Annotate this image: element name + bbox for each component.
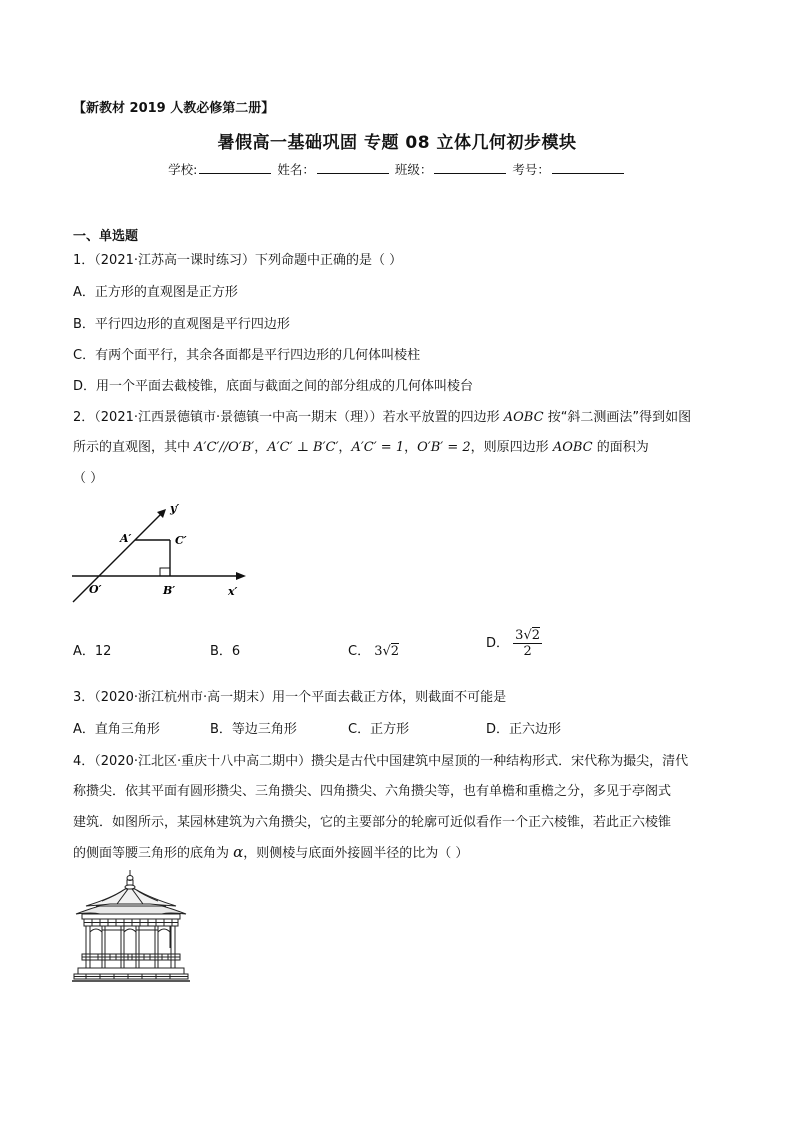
q2-text: 的面积为: [592, 440, 649, 455]
q2-option-d: [486, 628, 542, 659]
q4-math: α: [233, 843, 244, 861]
q2-text: 按“斜二测画法”得到如图: [543, 410, 692, 425]
label-y: y′: [170, 502, 180, 515]
series-tag: 【新教材 2019 人教必修第二册】: [73, 101, 275, 116]
q4-stem-line2: 称攒尖．依其平面有圆形攒尖、三角攒尖、四角攒尖、六角攒尖等，也有单檐和重檐之分，多见于亭阁式: [73, 784, 672, 799]
label-b: B′: [163, 584, 176, 597]
q2-option-c-label: C．: [348, 644, 371, 659]
q2-text: ，: [404, 440, 418, 455]
student-info-row: [0, 160, 794, 178]
exam-number-label: 考号：: [512, 162, 550, 177]
q4-stem-line3: 建筑．如图所示，某园林建筑为六角攒尖，它的主要部分的轮廓可近似看作一个正六棱锥，若此正六棱锥: [73, 815, 672, 830]
q3-stem: 3．（2020·浙江杭州市·高一期末）用一个平面去截正方体，则截面不可能是: [73, 690, 507, 705]
q2-math: A′C′//O′B′: [194, 440, 255, 455]
q1-option-a: A．正方形的直观图是正方形: [73, 285, 238, 300]
q3-option-a: A．直角三角形: [73, 722, 160, 737]
q4-text: ，则侧棱与底面外接圆半径的比为（ ）: [243, 846, 469, 861]
y-axis-line: [73, 514, 161, 602]
label-o: O′: [89, 583, 102, 596]
q1-option-b: B．平行四边形的直观图是平行四边形: [73, 317, 290, 332]
denominator: 2: [523, 644, 532, 659]
section-heading: 一、单选题: [73, 229, 139, 244]
q2-math: A′C′ = 1: [351, 440, 405, 455]
q1-option-c: C．有两个面平行，其余各面都是平行四边形的几何体叫棱柱: [73, 348, 421, 363]
q2-option-a: A．12: [73, 644, 112, 659]
label-c: C′: [175, 534, 187, 547]
q2-text: ，则原四边形: [470, 440, 553, 455]
q2-text: 2．（2021·江西景德镇市·景德镇一中高一期末（理））若水平放置的四边形: [73, 410, 504, 425]
coef: 3: [374, 644, 383, 659]
sqrt-icon: √: [523, 628, 532, 643]
q2-stem-line3: （ ）: [73, 471, 104, 486]
numerator: [513, 628, 542, 644]
q2-option-c: [348, 640, 399, 659]
name-label: 姓名：: [277, 162, 315, 177]
hexagonal-pavilion-icon: [72, 868, 192, 986]
q2-math: AOBC: [503, 410, 544, 425]
q2-stem-line1: [73, 406, 691, 425]
right-angle-mark: [160, 568, 170, 576]
q1-stem: 1．（2021·江苏高一课时练习）下列命题中正确的是（ ）: [73, 253, 403, 268]
q2-text: ，: [338, 440, 352, 455]
name-blank[interactable]: [317, 161, 389, 174]
q4-stem-line1: 4．（2020·江北区·重庆十八中高二期中）攒尖是古代中国建筑中屋顶的一种结构形式．宋代称为撮尖，清代: [73, 754, 689, 769]
class-label: 班级：: [394, 162, 433, 177]
q1-option-d: D．用一个平面去截棱锥，底面与截面之间的部分组成的几何体叫棱台: [73, 379, 474, 394]
coef: 3: [515, 628, 524, 643]
radicand: 2: [390, 644, 400, 659]
class-blank[interactable]: [434, 161, 506, 174]
radicand: 2: [531, 628, 541, 643]
q2-math: O′B′ = 2: [417, 440, 471, 455]
school-blank[interactable]: [199, 161, 271, 174]
label-x: x′: [228, 585, 238, 598]
q2-option-d-fraction: [513, 628, 542, 659]
q2-option-b: B．6: [210, 644, 241, 659]
sqrt-icon: √: [382, 644, 391, 659]
label-a: A′: [120, 532, 132, 545]
q3-option-b: B．等边三角形: [210, 722, 297, 737]
q2-option-d-label: D．: [486, 636, 510, 651]
q4-stem-line4: [73, 842, 468, 861]
exam-number-blank[interactable]: [552, 161, 624, 174]
school-label: 学校:: [168, 162, 198, 177]
q2-math: A′C′ ⊥ B′C′: [267, 440, 339, 455]
q3-option-d: D．正六边形: [486, 722, 562, 737]
q2-text: ，: [254, 440, 268, 455]
page-title: 暑假高一基础巩固 专题 08 立体几何初步模块: [217, 133, 577, 153]
q3-option-c: C．正方形: [348, 722, 410, 737]
q2-stem-line2: [73, 436, 649, 455]
q2-text: 所示的直观图，其中: [73, 440, 195, 455]
oblique-projection-figure: [68, 498, 258, 608]
q4-text: 的侧面等腰三角形的底角为: [73, 846, 234, 861]
x-axis-arrow-icon: [236, 572, 246, 580]
q2-option-c-value: [374, 643, 399, 659]
q2-math: AOBC: [552, 440, 593, 455]
